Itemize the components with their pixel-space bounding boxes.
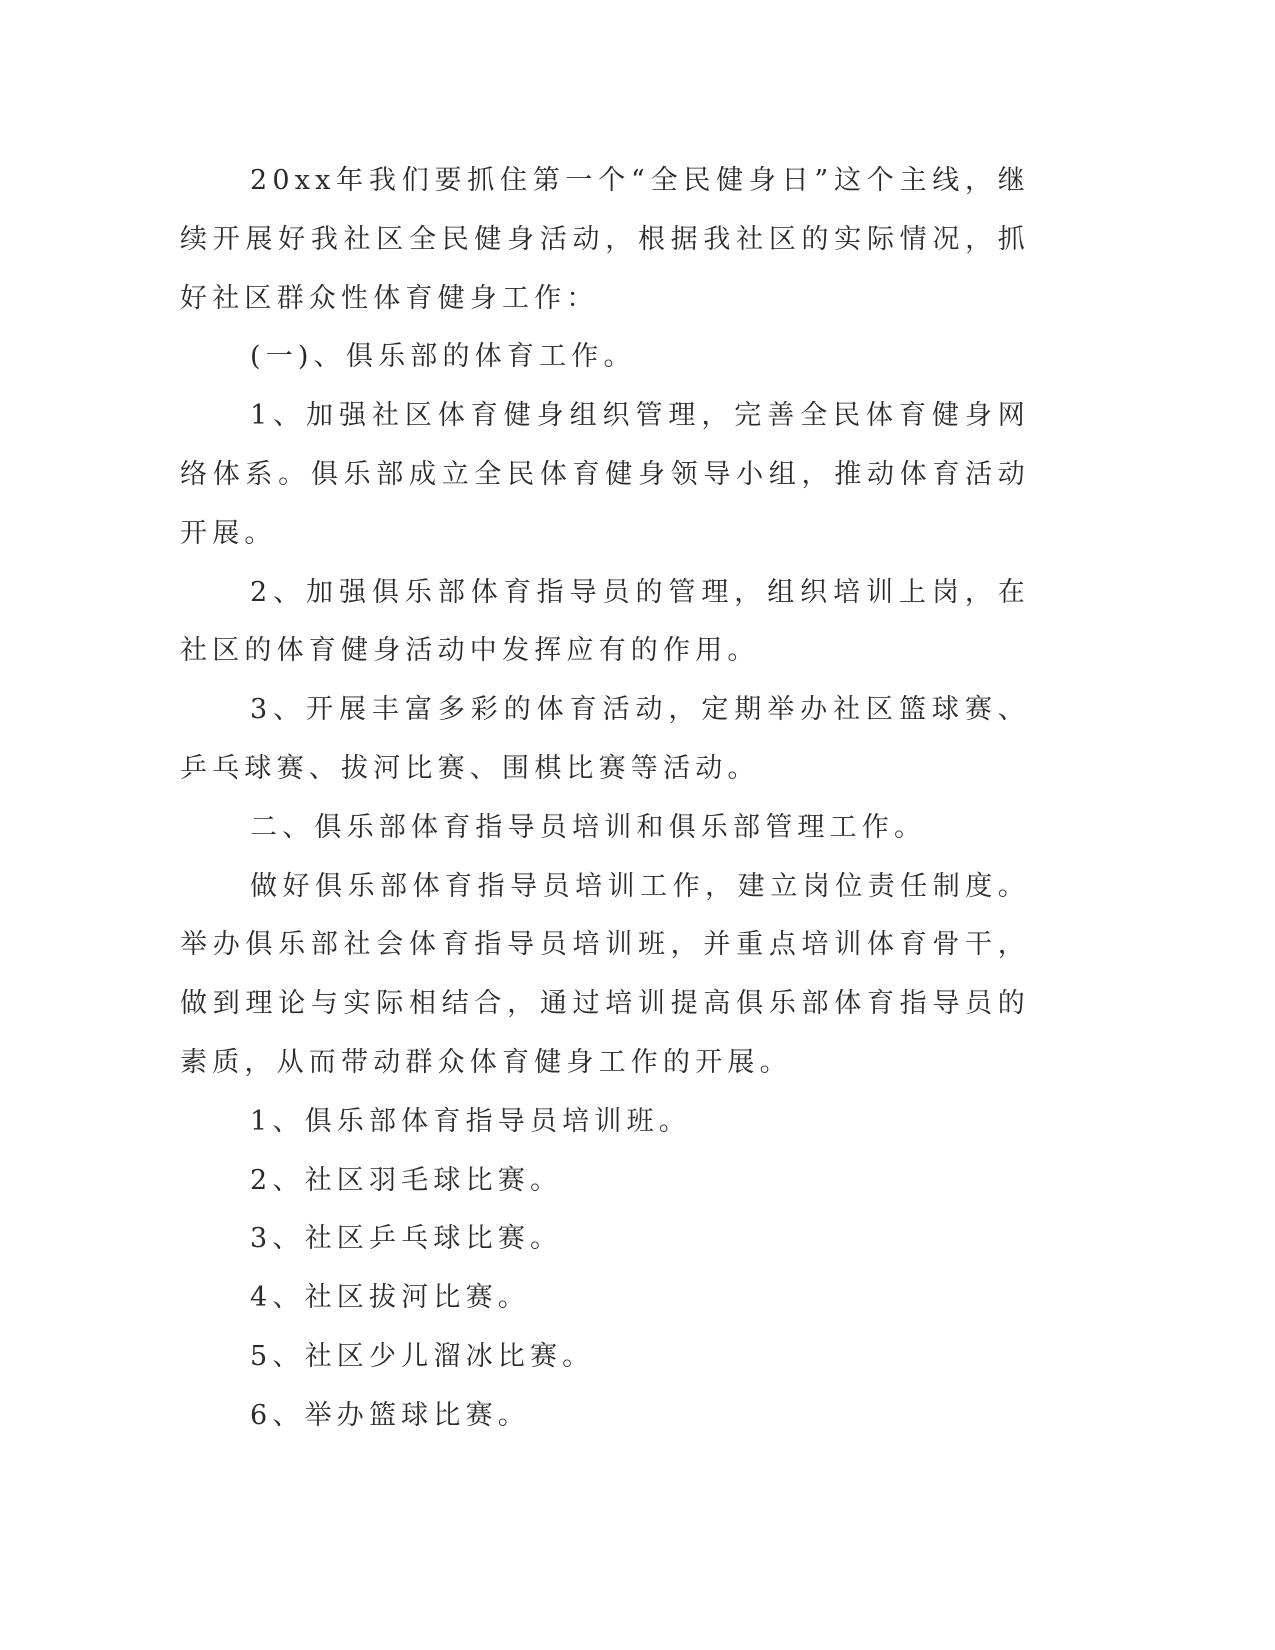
section-heading-club-sports: (一)、俱乐部的体育工作。 [250, 341, 636, 373]
paragraph-sports-activities: 3、开展丰富多彩的体育活动，定期举办社区篮球赛、乒乓球赛、拔河比赛、围棋比赛等活动。 [180, 694, 1030, 784]
list-item: 3、社区乒乓球比赛。 [250, 1223, 563, 1255]
list-item: 4、社区拔河比赛。 [250, 1282, 530, 1314]
section-heading-instructor-training: 二、俱乐部体育指导员培训和俱乐部管理工作。 [250, 811, 927, 843]
document-body [180, 152, 1030, 1446]
paragraph-instructor-management: 2、加强俱乐部体育指导员的管理，组织培训上岗，在社区的体育健身活动中发挥应有的作用。 [180, 576, 1030, 667]
paragraph-training-work: 做好俱乐部体育指导员培训工作，建立岗位责任制度。举办俱乐部社会体育指导员培训班，并重点培训体育骨干，做到理论与实际相结合，通过培训提高俱乐部体育指导员的素质，从而带动群众体育健身工作的开展。 [180, 870, 1030, 1078]
list-item: 1、俱乐部体育指导员培训班。 [250, 1105, 691, 1137]
list-item: 2、社区羽毛球比赛。 [250, 1164, 563, 1196]
list-item: 6、举办篮球比赛。 [250, 1399, 530, 1431]
paragraph-organization-management: 1、加强社区体育健身组织管理，完善全民体育健身网络体系。俱乐部成立全民体育健身领导小组，推动体育活动开展。 [180, 400, 1030, 549]
list-item: 5、社区少儿溜冰比赛。 [250, 1340, 595, 1372]
intro-paragraph: 20xx年我们要抓住第一个“全民健身日”这个主线，继续开展好我社区全民健身活动，根据我社区的实际情况，抓好社区群众性体育健身工作： [180, 165, 1030, 314]
